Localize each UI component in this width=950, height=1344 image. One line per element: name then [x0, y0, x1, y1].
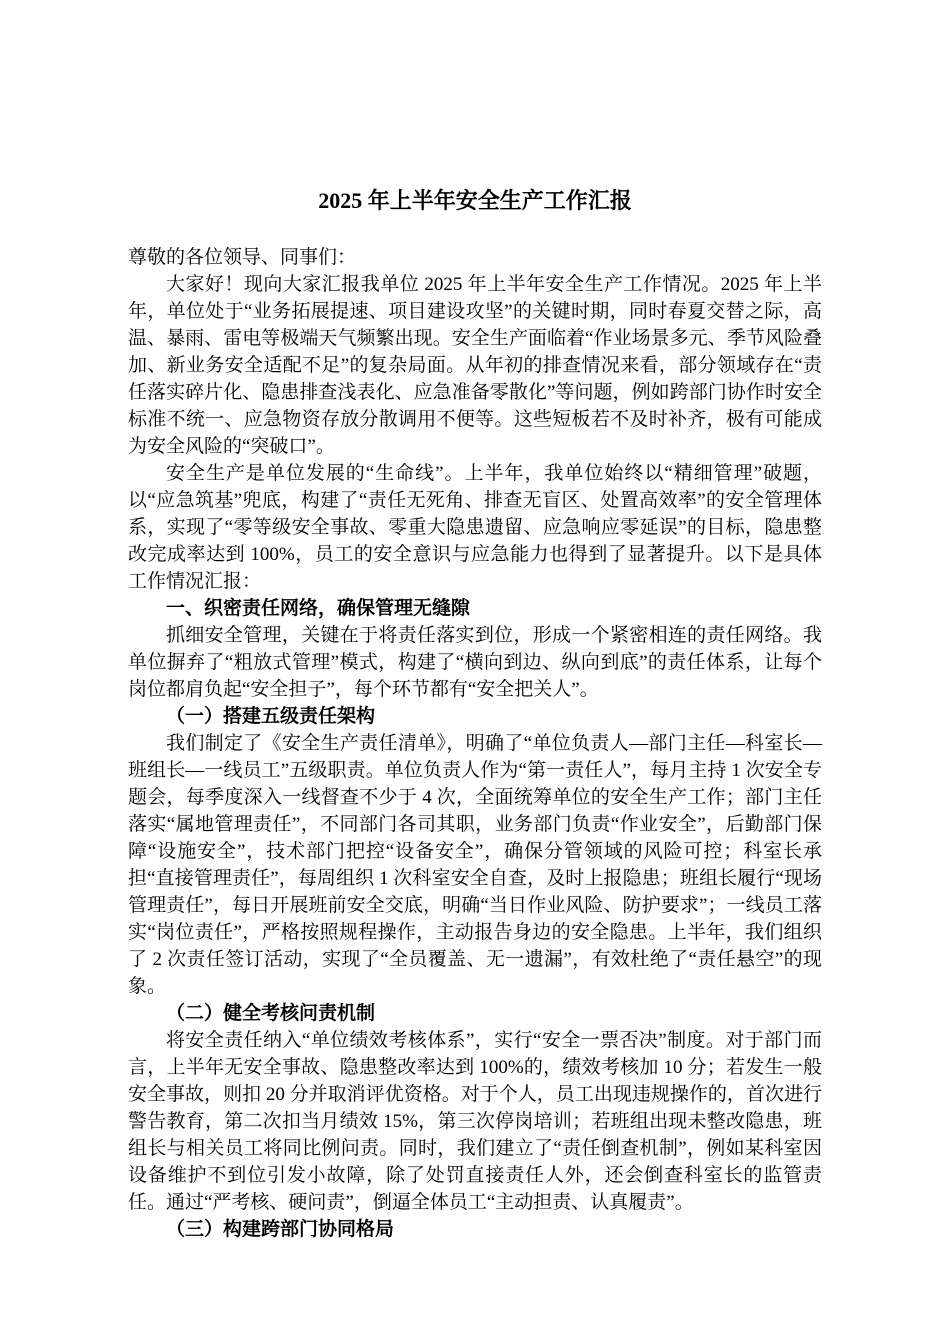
subsection-heading-1-1: （一）搭建五级责任架构 [166, 706, 376, 727]
body-paragraph-section1: 抓细安全管理，关键在于将责任落实到位，形成一个紧密相连的责任网络。我单位摒弃了“粗放式管理”模式，构建了“横向到边、纵向到底”的责任体系，让每个岗位都肩负起“安全担子”，每个环节都有“安全把关人”。 [128, 625, 822, 700]
section-heading-1: 一、织密责任网络，确保管理无缝隙 [166, 598, 471, 619]
body-paragraph-overview: 安全生产是单位发展的“生命线”。上半年，我单位始终以“精细管理”破题，以“应急筑基”兜底，构建了“责任无死角、排查无盲区、处置高效率”的安全管理体系，实现了“零等级安全事故、零重大隐患遗留、应急响应零延误”的目标，隐患整改完成率达到 100%，员工的安全意识与应急能力也得到了显著提升。以下是具体工作情况汇报： [128, 463, 822, 592]
body-paragraph-intro: 大家好！现向大家汇报我单位 2025 年上半年安全生产工作情况。2025 年上半年，单位处于“业务拓展提速、项目建设攻坚”的关键时期，同时春夏交替之际，高温、暴雨、雷电等极端天气频繁出现。安全生产面临着“作业场景多元、季节风险叠加、新业务安全适配不足”的复杂局面。从年初的排查情况来看，部分领域存在“责任落实碎片化、隐患排查浅表化、应急准备零散化”等问题，例如跨部门协作时安全标准不统一、应急物资存放分散调用不便等。这些短板若不及时补齐，极有可能成为安全风险的“突破口”。 [128, 274, 822, 457]
salutation-line: 尊敬的各位领导、同事们： [128, 247, 357, 268]
body-paragraph-subsection-1-1: 我们制定了《安全生产责任清单》，明确了“单位负责人—部门主任—科室长—班组长—一线员工”五级职责。单位负责人作为“第一责任人”，每月主持 1 次安全专题会，每季度深入一线督查不少于 4 次，全面统筹单位的安全生产工作；部门主任落实“属地管理责任”，不同部门各司其职，业务部门负责“作业安全”，后勤部门保障“设施安全”，技术部门把控“设备安全”，确保分管领域的风险可控；科室长承担“直接管理责任”，每周组织 1 次科室安全自查，及时上报隐患；班组长履行“现场管理责任”，每日开展班前安全交底，明确“当日作业风险、防护要求”；一线员工落实“岗位责任”，严格按照规程操作，主动报告身边的安全隐患。上半年，我们组织了 2 次责任签订活动，实现了“全员覆盖、无一遗漏”，有效杜绝了“责任悬空”的现象。 [128, 733, 822, 997]
body-paragraph-subsection-1-2: 将安全责任纳入“单位绩效考核体系”，实行“安全一票否决”制度。对于部门而言，上半年无安全事故、隐患整改率达到 100%的，绩效考核加 10 分；若发生一般安全事故，则扣 20 分并取消评优资格。对于个人，员工出现违规操作的，首次进行警告教育，第二次扣当月绩效 15%，第三次停岗培训；若班组出现未整改隐患，班组长与相关员工将同比例问责。同时，我们建立了“责任倒查机制”，例如某科室因设备维护不到位引发小故障，除了处罚直接责任人外，还会倒查科室长的监管责任。通过“严考核、硬问责”，倒逼全体员工“主动担责、认真履责”。 [128, 1030, 822, 1213]
subsection-heading-1-2: （二）健全考核问责机制 [166, 1003, 376, 1024]
document-title: 2025 年上半年安全生产工作汇报 [318, 188, 632, 213]
subsection-heading-1-3: （三）构建跨部门协同格局 [166, 1219, 395, 1240]
